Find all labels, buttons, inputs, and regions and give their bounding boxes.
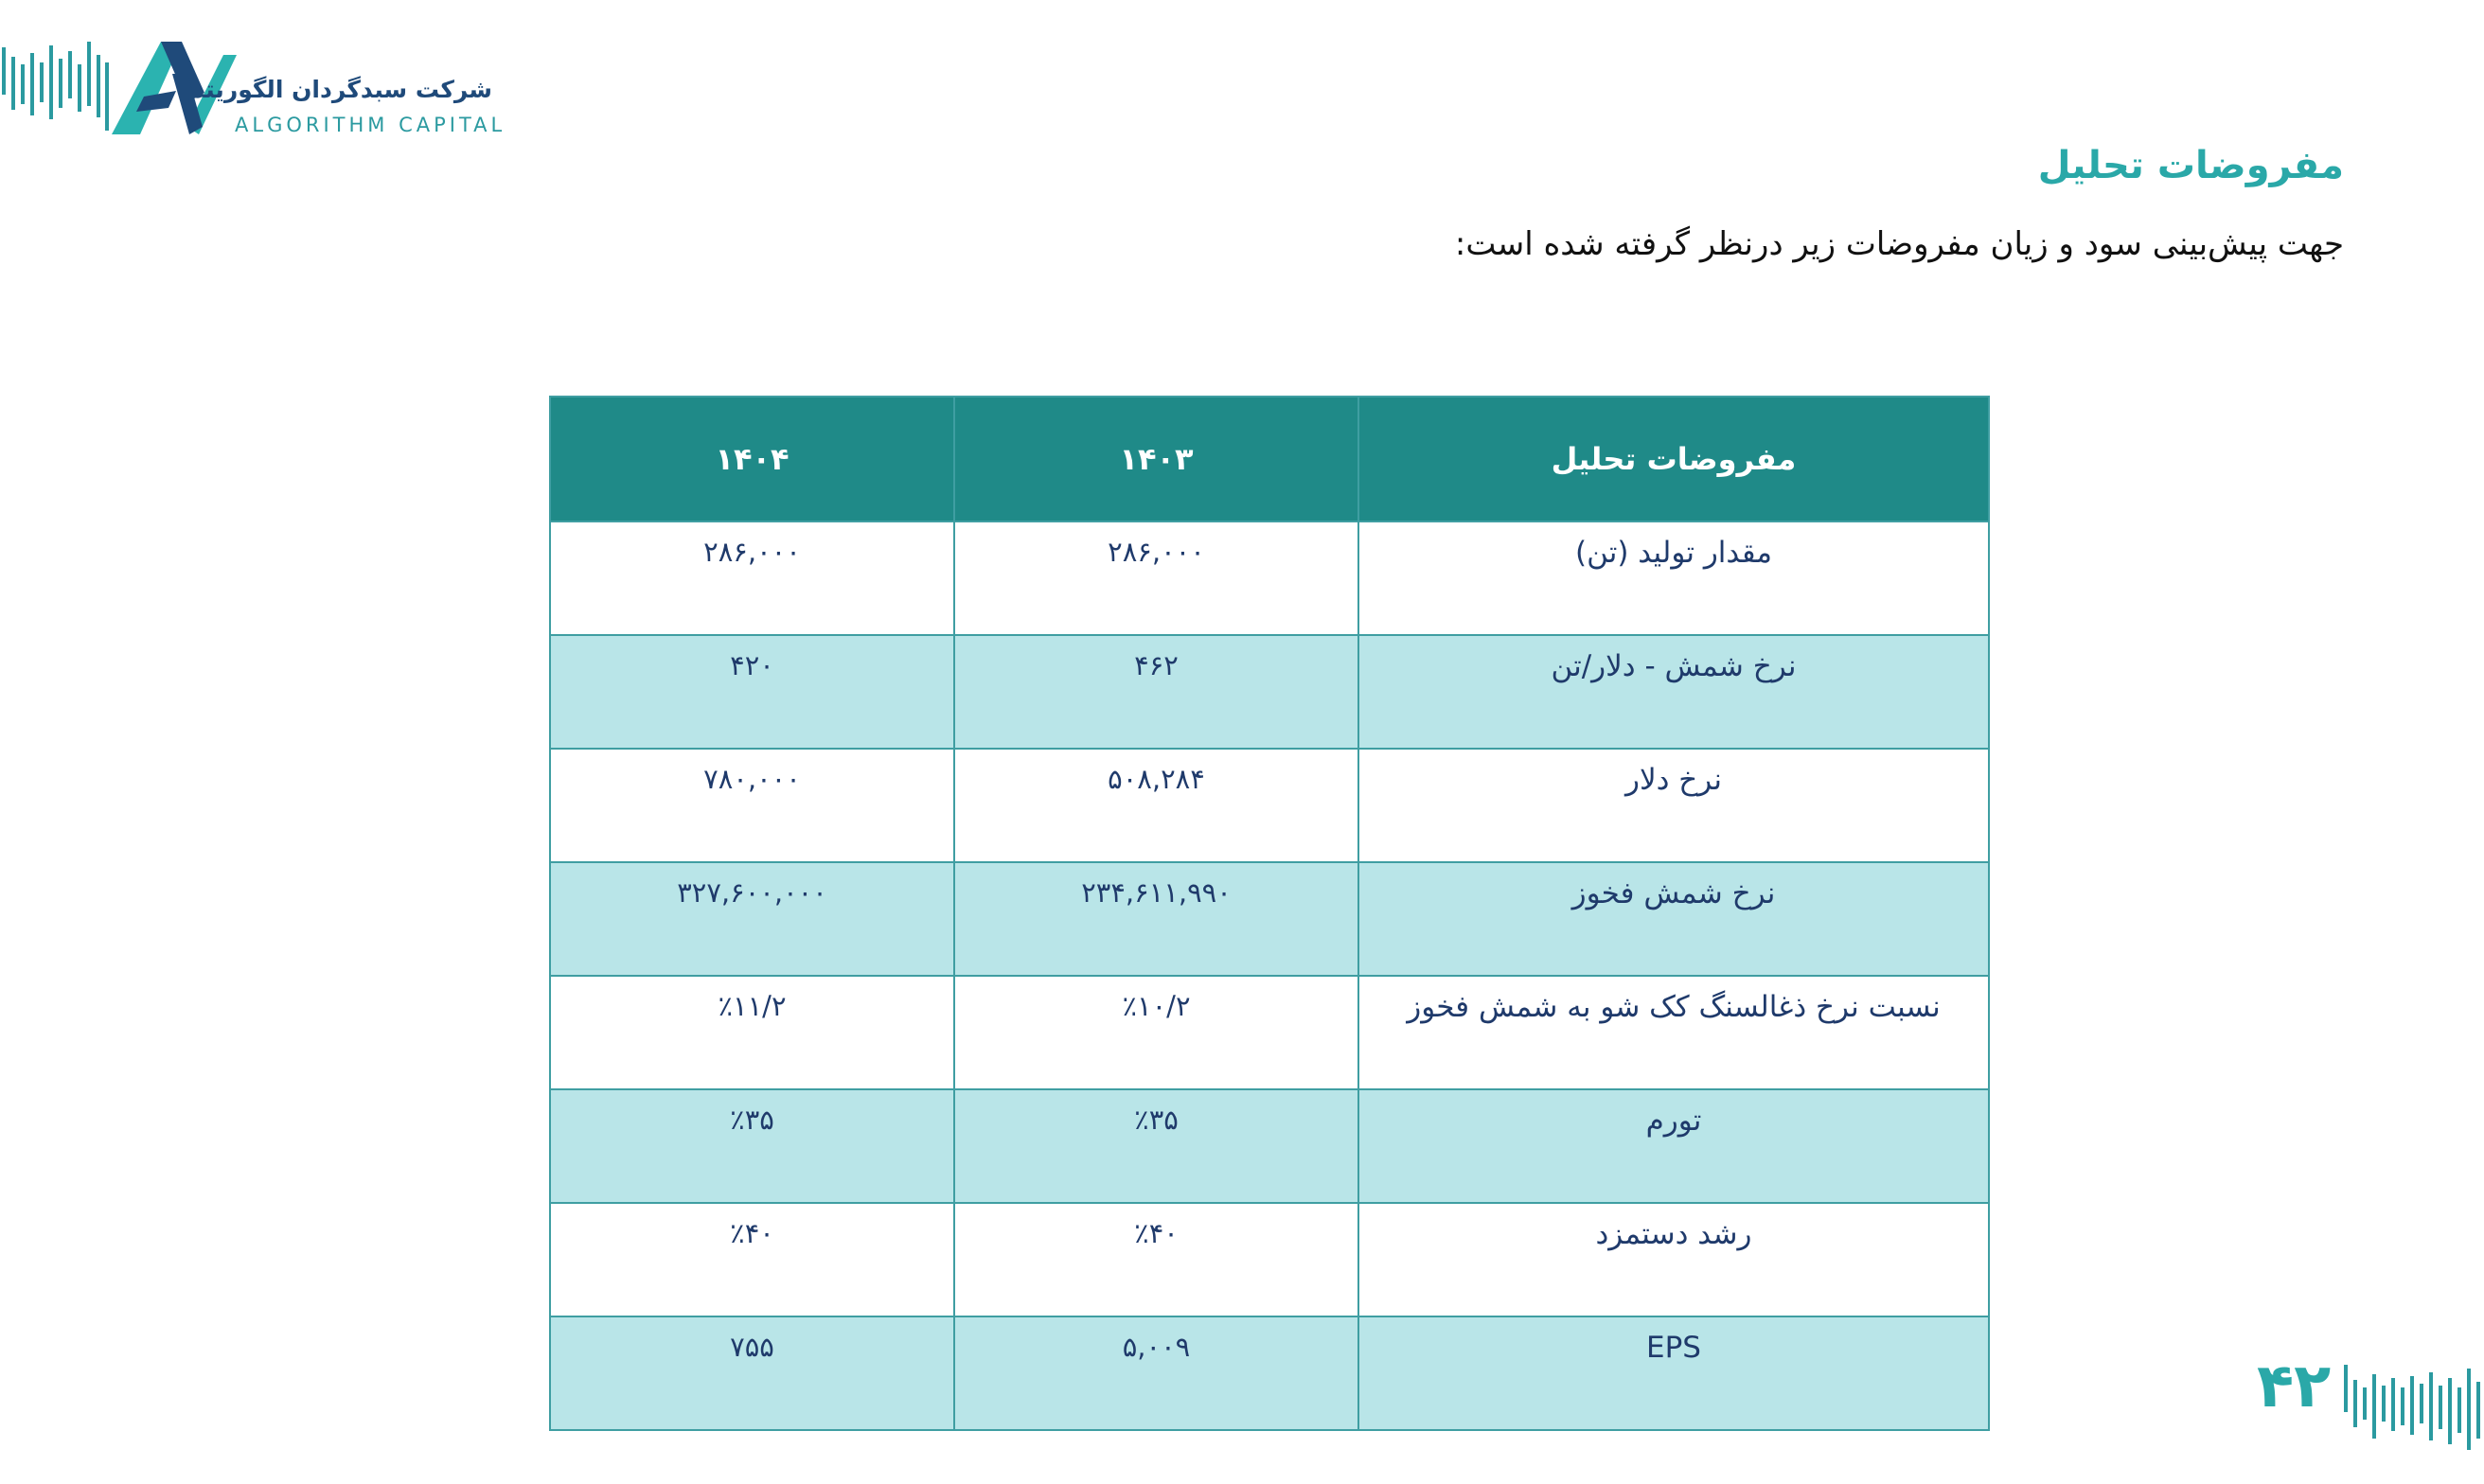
logo-name-en: ALGORITHM CAPITAL [235, 114, 506, 136]
cell-1403: ۲۸۶,۰۰۰ [954, 521, 1358, 635]
header-1403: ۱۴۰۳ [954, 397, 1358, 521]
cell-1403: ۵,۰۰۹ [954, 1316, 1358, 1430]
footer-bars-icon [2342, 1359, 2484, 1454]
cell-1404: ۷۸۰,۰۰۰ [550, 749, 954, 862]
header-assumptions: مفروضات تحلیل [1358, 397, 1989, 521]
row-label: تورم [1358, 1089, 1989, 1203]
page-number: ۴۲ [2257, 1352, 2332, 1422]
cell-1403: ۵۰۸,۲۸۴ [954, 749, 1358, 862]
cell-1403: ٪۴۰ [954, 1203, 1358, 1316]
logo-name-fa: شرکت سبدگردان الگوریتم [186, 76, 492, 103]
cell-1404: ٪۱۱/۲ [550, 976, 954, 1089]
cell-1404: ۴۲۰ [550, 635, 954, 749]
table-row [550, 635, 1989, 749]
cell-1403: ٪۳۵ [954, 1089, 1358, 1203]
row-label: نرخ دلار [1358, 749, 1989, 862]
table-row [550, 521, 1989, 635]
cell-1404: ٪۴۰ [550, 1203, 954, 1316]
table-row [550, 1203, 1989, 1316]
table-row [550, 1316, 1989, 1430]
row-label: رشد دستمزد [1358, 1203, 1989, 1316]
table-row [550, 976, 1989, 1089]
cell-1404: ۷۵۵ [550, 1316, 954, 1430]
row-label: EPS [1358, 1316, 1989, 1430]
assumptions-table [549, 396, 1990, 1431]
logo-bars-icon [0, 36, 112, 140]
table-header-row [550, 397, 1989, 521]
table-row [550, 862, 1989, 976]
table-row [550, 749, 1989, 862]
table-row [550, 1089, 1989, 1203]
page-subtitle: جهت پیش‌بینی سود و زیان مفروضات زیر درنظر گرفته شده است: [1454, 225, 2344, 263]
header-1404: ۱۴۰۴ [550, 397, 954, 521]
cell-1404: ۳۲۷,۶۰۰,۰۰۰ [550, 862, 954, 976]
row-label: نرخ شمش فخوز [1358, 862, 1989, 976]
row-label: نسبت نرخ ذغالسنگ کک شو به شمش فخوز [1358, 976, 1989, 1089]
cell-1404: ۲۸۶,۰۰۰ [550, 521, 954, 635]
cell-1403: ٪۱۰/۲ [954, 976, 1358, 1089]
row-label: مقدار تولید (تن) [1358, 521, 1989, 635]
row-label: نرخ شمش - دلار/تن [1358, 635, 1989, 749]
company-logo [0, 36, 511, 140]
cell-1403: ۴۶۲ [954, 635, 1358, 749]
cell-1403: ۲۳۴,۶۱۱,۹۹۰ [954, 862, 1358, 976]
page-title: مفروضات تحلیل [2037, 144, 2344, 187]
cell-1404: ٪۳۵ [550, 1089, 954, 1203]
